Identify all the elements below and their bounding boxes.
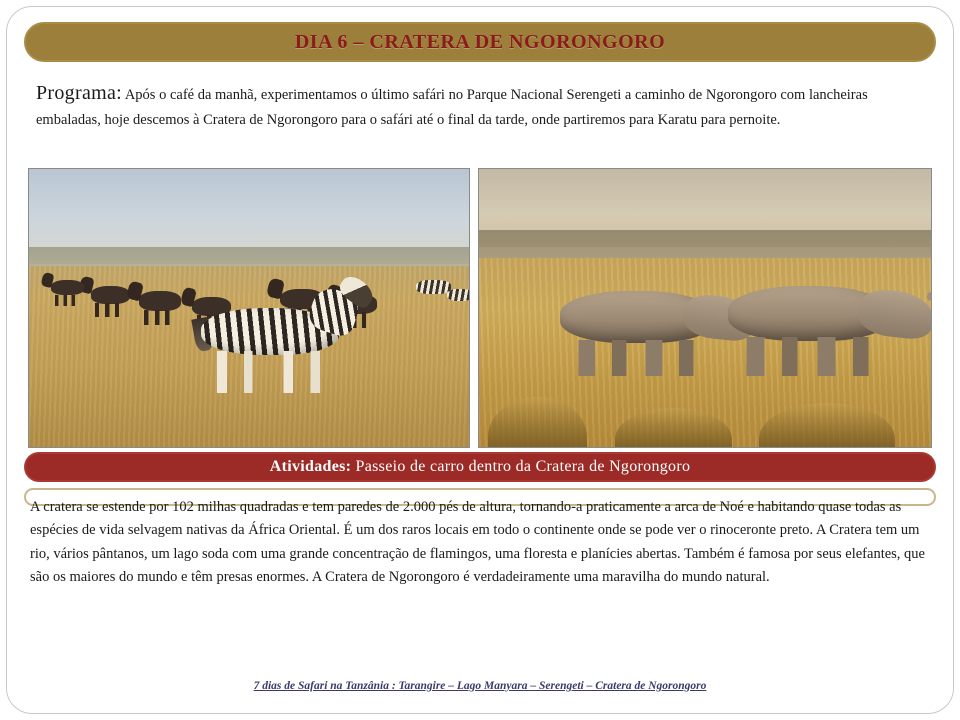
footer-caption: 7 dias de Safari na Tanzânia : Tarangire – Lago Manyara – Serengeti – Cratera de Ngorongoro	[253, 680, 707, 692]
wildebeest-figure	[91, 286, 131, 304]
distant-zebra-figure	[416, 280, 451, 294]
photo-row	[28, 168, 932, 448]
activities-label: Atividades:	[269, 458, 352, 475]
program-text: Após o café da manhã, experimentamos o último safári no Parque Nacional Serengeti a caminho de Ngorongoro com lancheiras embaladas, hoje descemos à Cratera de Ngorongoro para o safári até o final da tarde, onde partiremos para Karatu para pernoite.	[36, 87, 868, 128]
program-label: Programa:	[36, 82, 123, 104]
distant-zebra-figure	[447, 289, 470, 302]
description-text: A cratera se estende por 102 milhas quadradas e tem paredes de 2.000 pés de altura, tornando-a praticamente a arca de Noé e habitando quase todas as espécies de vida selvagem nativas da África Oriental. É um dos raros locais em todo o continente onde se pode ver o rinoceronte preto. A Cratera tem um rio, vários pântanos, um lago soda com uma grande concentração de flamingos, uma floresta e planícies abertas. Também é famosa por seus elefantes, que são os maiores do mundo e têm presas enormes. A Cratera de Ngorongoro é verdadeiramente uma maravilha do mundo natural.	[30, 499, 925, 586]
zebra-figure	[187, 308, 363, 391]
rhino-legs	[744, 337, 871, 376]
rhino-figure	[728, 286, 891, 375]
wildebeest-figure	[51, 280, 84, 295]
zebra-legs	[212, 351, 335, 393]
activities-text: Passeio de carro dentro da Cratera de Ngorongoro	[351, 458, 691, 475]
title-banner	[24, 22, 936, 62]
rhino-ear	[927, 292, 932, 301]
activities-banner	[24, 452, 936, 482]
photo-serengeti-plain-zebra-wildebeest	[28, 168, 470, 448]
wildebeest-figure	[139, 291, 181, 310]
photo-ngorongoro-black-rhinos	[478, 168, 932, 448]
rhino-legs	[576, 340, 696, 377]
program-paragraph	[36, 78, 920, 131]
page-title: DIA 6 – CRATERA DE NGORONGORO	[294, 30, 666, 53]
rhino-figure	[560, 291, 714, 374]
activities-label-group	[270, 458, 691, 476]
